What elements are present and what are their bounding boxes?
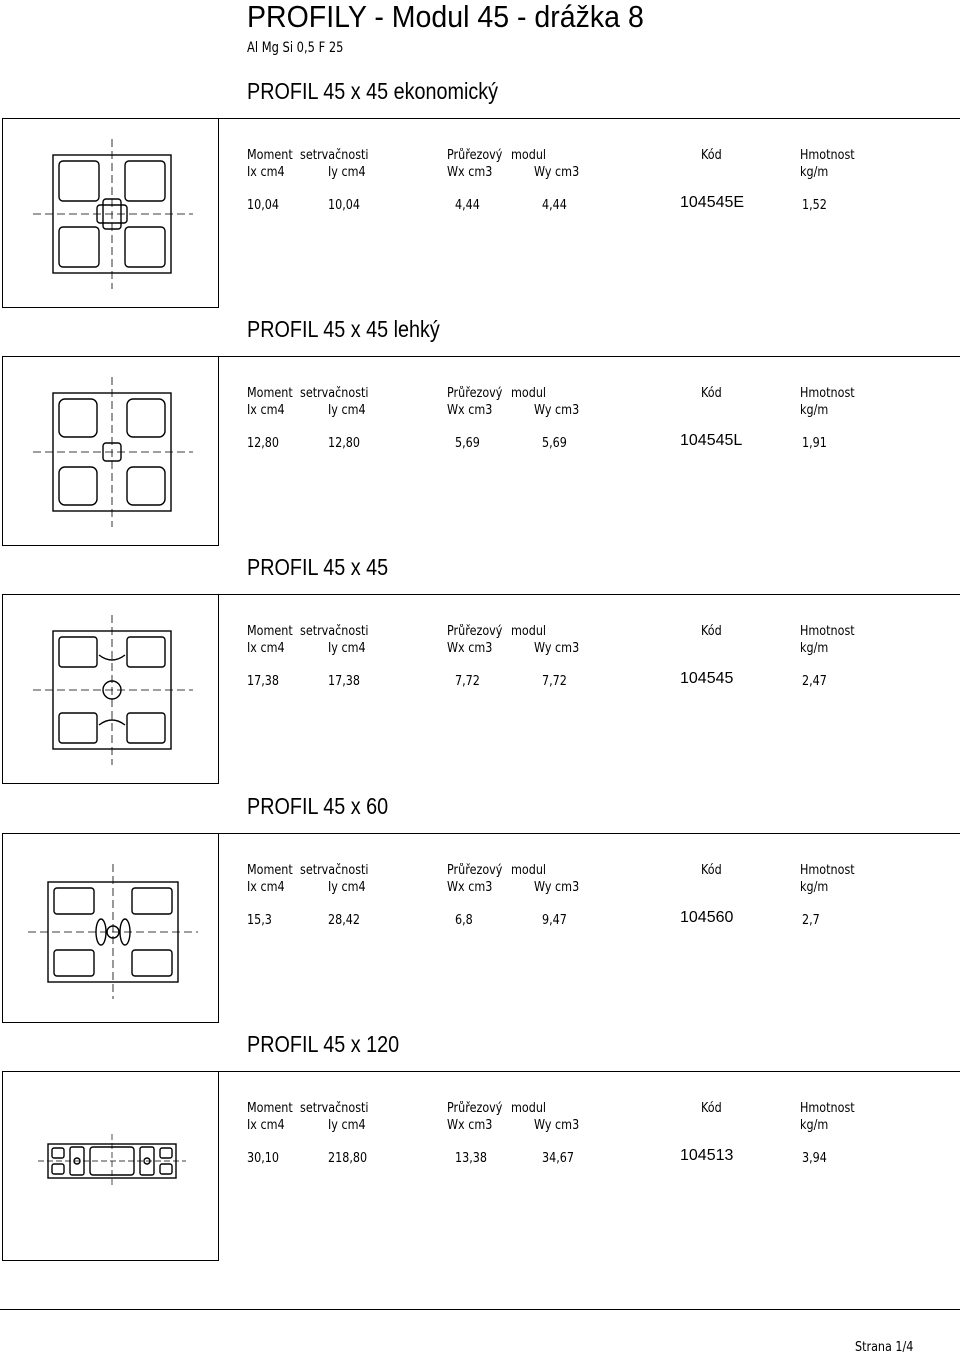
divider — [219, 594, 960, 595]
value-mass: 2,47 — [802, 674, 827, 689]
profile-title: PROFIL 45 x 45 ekonomický — [247, 78, 499, 104]
header-wx: Wx cm3 — [447, 1118, 493, 1133]
header-ix: Ix cm4 — [247, 403, 285, 418]
profile-title: PROFIL 45 x 45 lehký — [247, 316, 440, 342]
profile-section — [0, 554, 960, 832]
value-wx: 4,44 — [455, 198, 480, 213]
profile-45x45-economic-drawing — [2, 118, 219, 308]
header-moment: Moment — [247, 148, 293, 163]
header-modul: modul — [511, 1101, 547, 1116]
value-wx: 13,38 — [455, 1151, 488, 1166]
profile-section — [0, 316, 960, 594]
header-modul: modul — [511, 863, 547, 878]
value-code: 104545L — [680, 432, 743, 449]
value-ix: 12,80 — [247, 436, 280, 451]
header-kod: Kód — [701, 624, 722, 639]
value-wy: 34,67 — [542, 1151, 575, 1166]
header-modul: modul — [511, 386, 547, 401]
header-iy: Iy cm4 — [328, 641, 366, 656]
header-kgm: kg/m — [800, 1118, 829, 1133]
value-wx: 6,8 — [455, 913, 473, 928]
header-moment: Moment — [247, 386, 293, 401]
header-kgm: kg/m — [800, 641, 829, 656]
value-iy: 17,38 — [328, 674, 361, 689]
value-iy: 12,80 — [328, 436, 361, 451]
header-setrvacnosti: setrvačnosti — [300, 148, 369, 163]
page-title: PROFILY - Modul 45 - drážka 8 — [247, 0, 644, 34]
header-kgm: kg/m — [800, 403, 829, 418]
header-kod: Kód — [701, 386, 722, 401]
header-modul: modul — [511, 148, 547, 163]
value-ix: 10,04 — [247, 198, 280, 213]
header-wy: Wy cm3 — [534, 641, 580, 656]
header-hmotnost: Hmotnost — [800, 148, 855, 163]
value-wx: 5,69 — [455, 436, 480, 451]
divider — [219, 833, 960, 834]
header-prurezovy: Průřezový — [447, 624, 503, 639]
header-prurezovy: Průřezový — [447, 148, 503, 163]
value-code: 104545 — [680, 670, 734, 687]
value-wy: 9,47 — [542, 913, 567, 928]
header-kgm: kg/m — [800, 880, 829, 895]
divider — [219, 1071, 960, 1072]
header-moment: Moment — [247, 863, 293, 878]
value-iy: 10,04 — [328, 198, 361, 213]
profile-title: PROFIL 45 x 120 — [247, 1031, 400, 1057]
profile-45x45-light-drawing — [2, 356, 219, 546]
value-wx: 7,72 — [455, 674, 480, 689]
divider — [219, 356, 960, 357]
profile-title: PROFIL 45 x 60 — [247, 793, 389, 819]
header-hmotnost: Hmotnost — [800, 386, 855, 401]
profile-section — [0, 1031, 960, 1309]
value-ix: 30,10 — [247, 1151, 280, 1166]
page-number: Strana 1/4 — [855, 1340, 914, 1355]
header-wy: Wy cm3 — [534, 1118, 580, 1133]
value-mass: 1,52 — [802, 198, 827, 213]
value-mass: 3,94 — [802, 1151, 827, 1166]
header-ix: Ix cm4 — [247, 880, 285, 895]
header-wy: Wy cm3 — [534, 880, 580, 895]
header-setrvacnosti: setrvačnosti — [300, 1101, 369, 1116]
header-kod: Kód — [701, 1101, 722, 1116]
value-wy: 5,69 — [542, 436, 567, 451]
header-wx: Wx cm3 — [447, 641, 493, 656]
header-hmotnost: Hmotnost — [800, 624, 855, 639]
header-prurezovy: Průřezový — [447, 1101, 503, 1116]
value-code: 104513 — [680, 1147, 734, 1164]
header-wy: Wy cm3 — [534, 165, 580, 180]
footer-divider — [0, 1309, 960, 1310]
header-iy: Iy cm4 — [328, 403, 366, 418]
header-iy: Iy cm4 — [328, 880, 366, 895]
profile-title: PROFIL 45 x 45 — [247, 554, 389, 580]
value-code: 104545E — [680, 194, 745, 211]
value-mass: 2,7 — [802, 913, 820, 928]
value-wy: 4,44 — [542, 198, 567, 213]
profile-section — [0, 793, 960, 1071]
header-hmotnost: Hmotnost — [800, 863, 855, 878]
header-wx: Wx cm3 — [447, 403, 493, 418]
header-kod: Kód — [701, 863, 722, 878]
header-prurezovy: Průřezový — [447, 863, 503, 878]
header-modul: modul — [511, 624, 547, 639]
header-wy: Wy cm3 — [534, 403, 580, 418]
profile-45x120-drawing — [2, 1071, 219, 1261]
header-setrvacnosti: setrvačnosti — [300, 386, 369, 401]
header-iy: Iy cm4 — [328, 1118, 366, 1133]
header-wx: Wx cm3 — [447, 880, 493, 895]
header-hmotnost: Hmotnost — [800, 1101, 855, 1116]
header-moment: Moment — [247, 1101, 293, 1116]
value-wy: 7,72 — [542, 674, 567, 689]
value-iy: 28,42 — [328, 913, 361, 928]
profile-45x45-drawing — [2, 594, 219, 784]
profile-section — [0, 78, 960, 356]
header-setrvacnosti: setrvačnosti — [300, 863, 369, 878]
header-wx: Wx cm3 — [447, 165, 493, 180]
header-kgm: kg/m — [800, 165, 829, 180]
header-prurezovy: Průřezový — [447, 386, 503, 401]
value-iy: 218,80 — [328, 1151, 368, 1166]
value-mass: 1,91 — [802, 436, 827, 451]
header-setrvacnosti: setrvačnosti — [300, 624, 369, 639]
value-ix: 17,38 — [247, 674, 280, 689]
header-kod: Kód — [701, 148, 722, 163]
header-ix: Ix cm4 — [247, 165, 285, 180]
divider — [219, 118, 960, 119]
header-ix: Ix cm4 — [247, 641, 285, 656]
material-spec: Al Mg Si 0,5 F 25 — [247, 40, 344, 56]
value-ix: 15,3 — [247, 913, 272, 928]
header-moment: Moment — [247, 624, 293, 639]
value-code: 104560 — [680, 909, 734, 926]
header-iy: Iy cm4 — [328, 165, 366, 180]
header-ix: Ix cm4 — [247, 1118, 285, 1133]
profile-45x60-drawing — [2, 833, 219, 1023]
